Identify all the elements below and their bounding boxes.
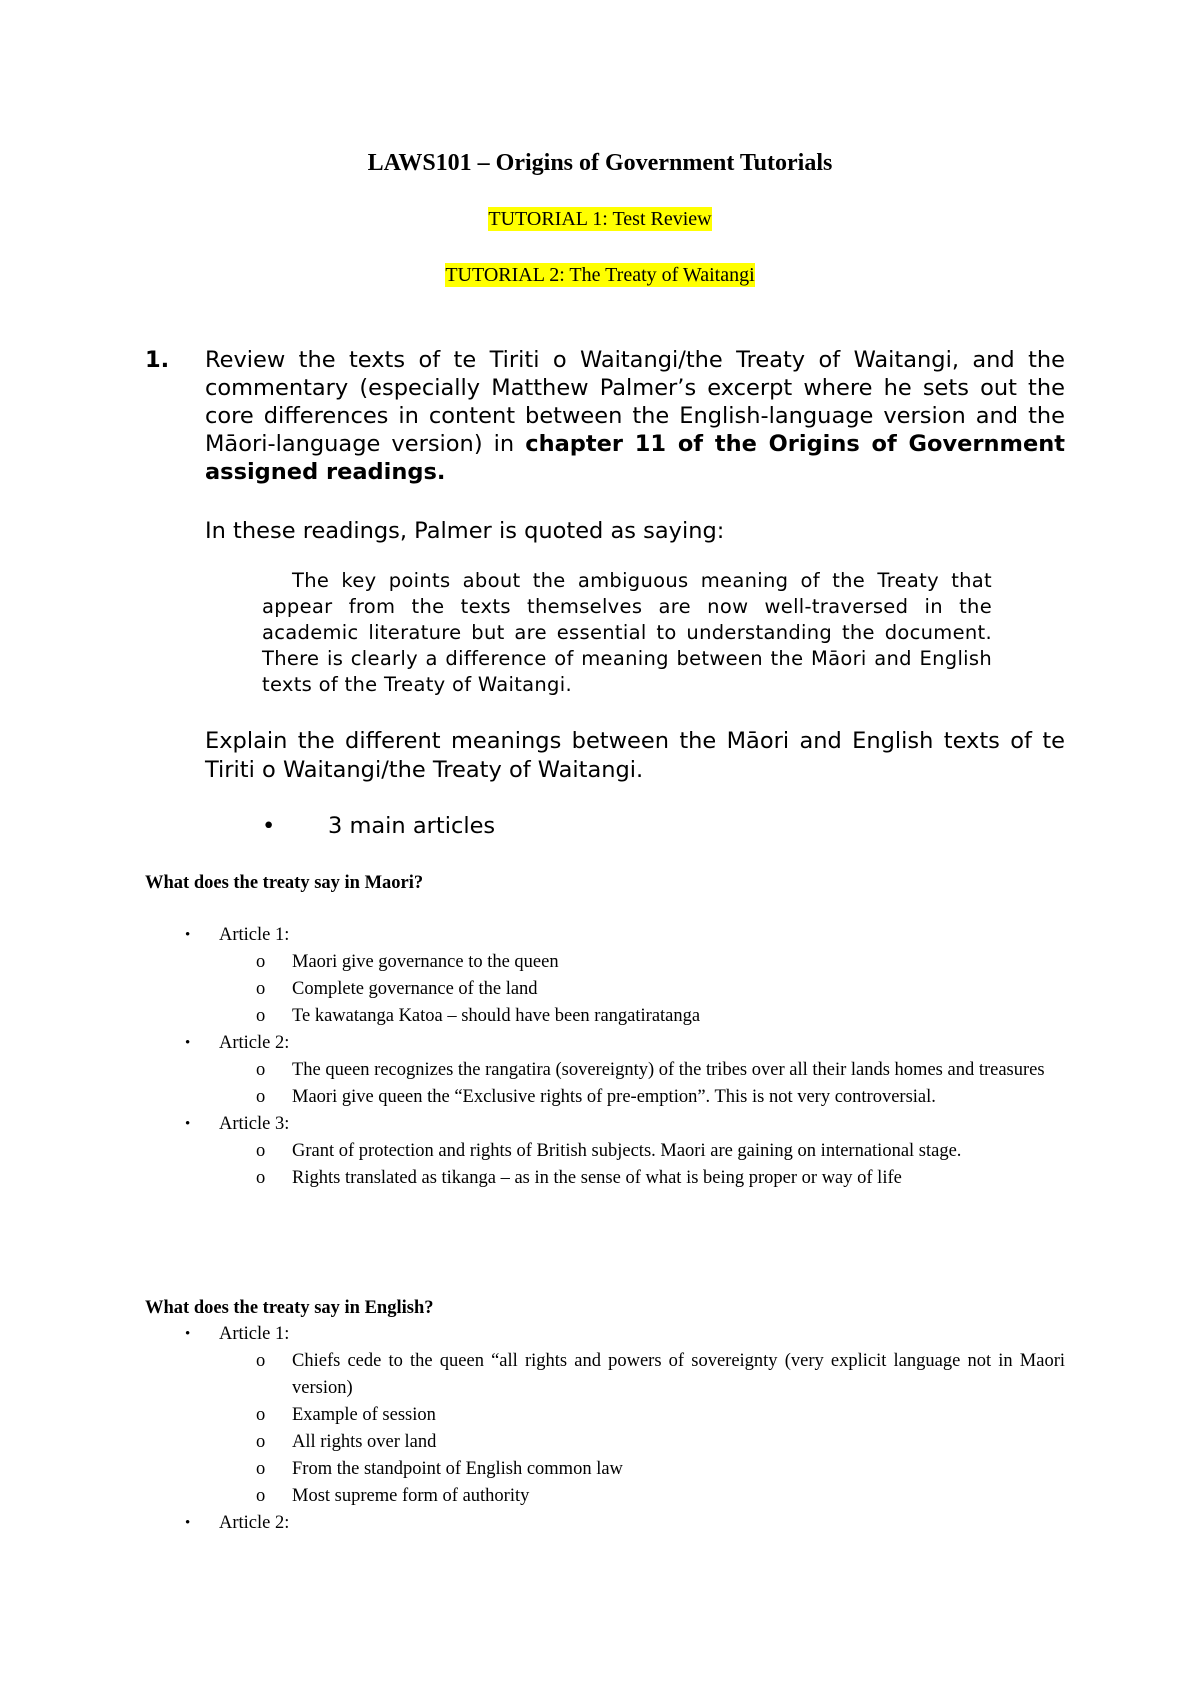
bullet-marker: • — [185, 1326, 191, 1342]
english-articles-list — [145, 1321, 1065, 1537]
bullet-marker: • — [185, 927, 191, 943]
sub-bullet-marker: o — [256, 1486, 266, 1506]
question-text-plain: Review the texts of te Tiriti o Waitangi/the Treaty of Waitangi, and the commentary (especially Matthew Palmer’s excerpt where he sets out the core differences in content between the English-language version and the Māori-language version) in — [205, 347, 1065, 457]
list-item-text: Te kawatanga Katoa – should have been rangatiratanga — [292, 1006, 701, 1026]
maori-article-2 — [145, 1030, 1065, 1057]
article-label: Article 2: — [219, 1033, 290, 1053]
tutorial-1-heading — [0, 208, 1200, 231]
list-item-text: From the standpoint of English common law — [292, 1459, 623, 1479]
sub-bullet-marker: o — [256, 1087, 266, 1107]
list-item — [145, 1057, 1065, 1084]
list-item-text: Example of session — [292, 1405, 436, 1425]
english-section-heading: What does the treaty say in English? — [145, 1298, 434, 1318]
list-item — [145, 1084, 1065, 1111]
maori-articles-list — [145, 922, 1065, 1192]
list-item — [145, 1003, 1065, 1030]
english-article-1 — [145, 1321, 1065, 1348]
list-item — [145, 1348, 1065, 1402]
list-item-text: All rights over land — [292, 1432, 437, 1452]
list-item-text: Grant of protection and rights of British subjects. Maori are gaining on international stage. — [292, 1141, 962, 1161]
sub-bullet-marker: o — [256, 1168, 266, 1188]
sub-bullet-marker: o — [256, 1060, 266, 1080]
question-number: 1. — [145, 347, 170, 373]
maori-article-1 — [145, 922, 1065, 949]
main-articles-text: 3 main articles — [328, 813, 496, 839]
bullet-marker: • — [185, 1515, 191, 1531]
list-item-text: Complete governance of the land — [292, 979, 538, 999]
palmer-quote: The key points about the ambiguous meaning of the Treaty that appear from the texts themselves are now well-traversed in the academic literature but are essential to understanding the document. There is clearly a difference of meaning between the Māori and English texts of the Treaty of Waitangi. — [262, 569, 992, 696]
list-item-text: The queen recognizes the rangatira (sovereignty) of the tribes over all their lands homes and treasures — [292, 1060, 1045, 1080]
tutorial-2-label: TUTORIAL 2: The Treaty of Waitangi — [445, 264, 755, 286]
maori-article-3 — [145, 1111, 1065, 1138]
sub-bullet-marker: o — [256, 1432, 266, 1452]
question-1 — [145, 346, 1065, 486]
article-label: Article 3: — [219, 1114, 290, 1134]
maori-section-heading: What does the treaty say in Maori? — [145, 873, 424, 893]
list-item-text: Maori give governance to the queen — [292, 952, 559, 972]
sub-bullet-marker: o — [256, 1006, 266, 1026]
article-label: Article 1: — [219, 925, 290, 945]
sub-bullet-marker: o — [256, 1351, 266, 1371]
tutorial-1-label: TUTORIAL 1: Test Review — [488, 208, 712, 230]
sub-bullet-marker: o — [256, 1141, 266, 1161]
list-item-text: Rights translated as tikanga – as in the sense of what is being proper or way of life — [292, 1168, 902, 1188]
bullet-marker: • — [185, 1035, 191, 1051]
list-item — [145, 949, 1065, 976]
list-item-text: Most supreme form of authority — [292, 1486, 530, 1506]
list-item — [145, 1429, 1065, 1456]
sub-bullet-marker: o — [256, 1405, 266, 1425]
list-item — [145, 1483, 1065, 1510]
question-text-bold: chapter 11 of the Origins of Government assigned readings. — [205, 431, 1065, 485]
article-label: Article 1: — [219, 1324, 290, 1344]
bullet-marker: • — [262, 813, 276, 839]
document-title: LAWS101 – Origins of Government Tutorials — [367, 150, 833, 176]
article-label: Article 2: — [219, 1513, 290, 1533]
english-article-2 — [145, 1510, 1065, 1537]
main-articles-bullet — [262, 813, 495, 839]
sub-bullet-marker: o — [256, 1459, 266, 1479]
question-text — [205, 346, 1065, 486]
sub-bullet-marker: o — [256, 952, 266, 972]
list-item — [145, 976, 1065, 1003]
explain-instruction: Explain the different meanings between the Māori and English texts of te Tiriti o Waitangi/the Treaty of Waitangi. — [205, 728, 1065, 783]
list-item — [145, 1165, 1065, 1192]
list-item — [145, 1138, 1065, 1165]
sub-bullet-marker: o — [256, 979, 266, 999]
bullet-marker: • — [185, 1116, 191, 1132]
list-item — [145, 1402, 1065, 1429]
list-item — [145, 1456, 1065, 1483]
quote-intro: In these readings, Palmer is quoted as saying: — [205, 518, 725, 544]
list-item-text: Maori give queen the “Exclusive rights of pre-emption”. This is not very controversial. — [292, 1087, 936, 1107]
tutorial-2-heading — [0, 264, 1200, 287]
list-item-text: Chiefs cede to the queen “all rights and powers of sovereignty (very explicit language not in Maori version) — [292, 1351, 1065, 1398]
